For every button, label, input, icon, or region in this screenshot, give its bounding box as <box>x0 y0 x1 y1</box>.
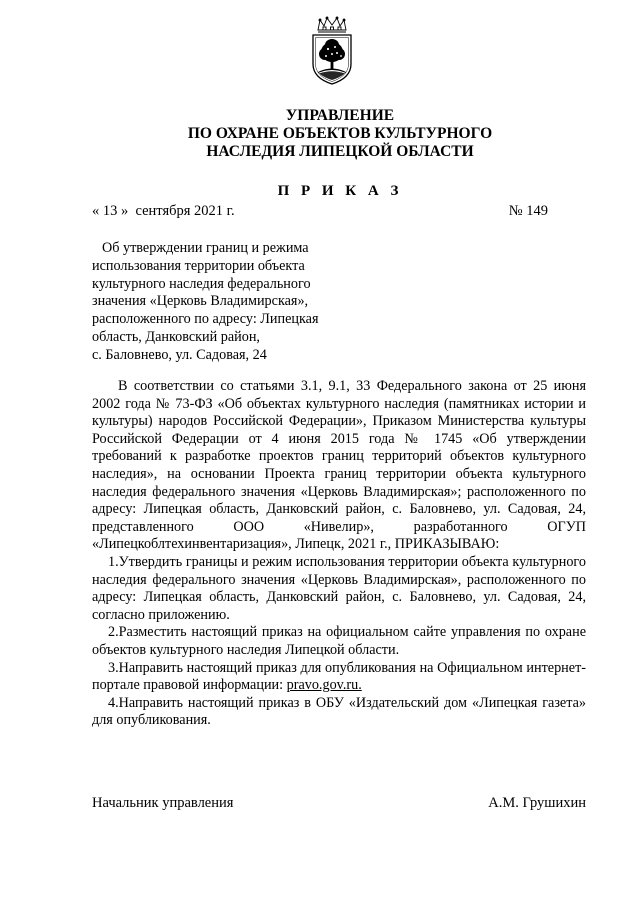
document-number: № 149 <box>508 203 548 219</box>
order-item-1: 1.Утвердить границы и режим использования территории объекта культурного наследия федерального значения «Церковь Владимирская», расположенного по адресу: Липецкая область, Данковский район, с. Баловнево, ул. Садовая, 24, согласно приложению. <box>92 553 586 623</box>
order-item-3 <box>92 660 586 695</box>
document-type-title: П Р И К А З <box>277 183 403 199</box>
subject-line-6: область, Данковский район, <box>92 328 260 345</box>
document-date: « 13 » сентября 2021 г. <box>92 203 235 219</box>
pravo-gov-link[interactable]: pravo.gov.ru. <box>286 677 362 694</box>
document-subject <box>92 240 342 365</box>
signature-role: Начальник управления <box>92 795 234 811</box>
order-item-2: 2.Разместить настоящий приказ на официальном сайте управления по охране объектов культурного наследия Липецкой области. <box>92 624 586 658</box>
subject-line-5: расположенного по адресу: Липецкая <box>92 311 319 328</box>
lipetsk-coat-of-arms-icon <box>309 16 355 86</box>
subject-line-3: культурного наследия федерального <box>92 275 311 292</box>
signature-name: А.М. Грушихин <box>488 795 586 811</box>
organization-line-1: УПРАВЛЕНИЕ <box>285 107 395 124</box>
subject-line-2: использования территории объекта <box>92 257 305 274</box>
document-body <box>92 378 586 730</box>
organization-name <box>130 107 550 161</box>
subject-line-1: Об утверждении границ и режима <box>102 240 309 256</box>
subject-line-4: значения «Церковь Владимирская», <box>92 293 309 310</box>
order-item-3-text: 3.Направить настоящий приказ для опубликования на Официальном интернет-портале правовой информации: <box>92 659 586 694</box>
organization-line-3: НАСЛЕДИЯ ЛИПЕЦКОЙ ОБЛАСТИ <box>206 143 474 160</box>
organization-line-2: ПО ОХРАНЕ ОБЪЕКТОВ КУЛЬТУРНОГО <box>187 125 493 142</box>
subject-line-7: с. Баловнево, ул. Садовая, 24 <box>92 346 267 363</box>
body-intro-paragraph: В соответствии со статьями 3.1, 9.1, 33 Федерального закона от 25 июня 2002 года № 73-ФЗ «Об объектах культурного наследия (памятниках истории и культуры) народов Российской Федерации», Приказом Министерства культуры Российской Федерации от 4 июня 2015 года № 1745 «Об утверждении требований к разработке проектов границ территорий объектов культурного наследия», на основании Проекта границ территории объекта культурного наследия федерального значения «Церковь Владимирская»; расположенного по адресу: Липецкая область, Данковский район, с. Баловнево, ул. Садовая, 24, представленного ООО «Нивелир», разработанного ОГУП «Липецкоблтехинвентаризация», Липецк, 2021 г., ПРИКАЗЫВАЮ: <box>92 378 586 553</box>
order-item-4: 4.Направить настоящий приказ в ОБУ «Издательский дом «Липецкая газета» для опубликования. <box>92 694 586 729</box>
